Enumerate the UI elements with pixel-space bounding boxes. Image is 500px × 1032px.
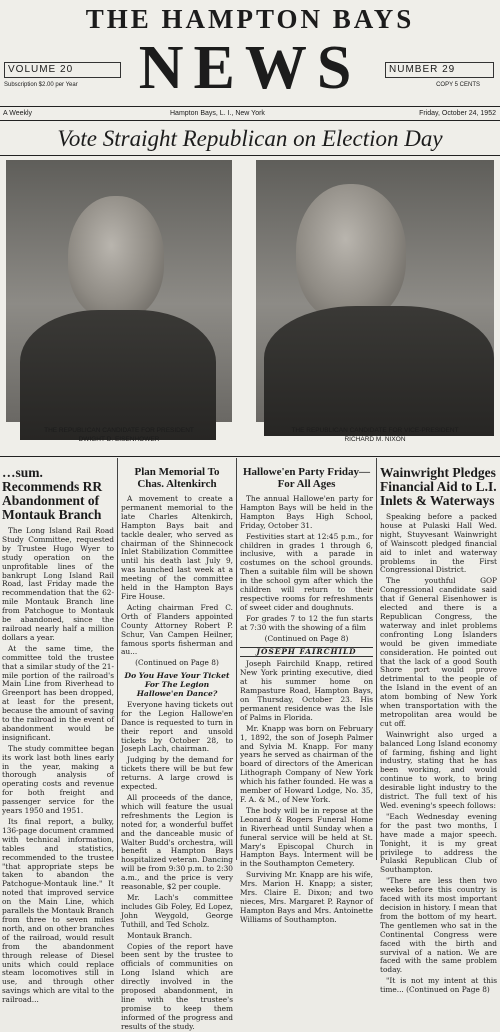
caption-eisenhower: THE REPUBLICAN CANDIDATE FOR PRESIDENT DWIGHT D. EISENHOWER xyxy=(44,427,194,443)
volume-box: VOLUME 20 xyxy=(4,62,121,78)
news-logo: NEWS xyxy=(138,34,362,102)
article-title: …sum. Recommends RR Abandonment of Montauk Branch xyxy=(2,465,103,522)
caption-nixon: THE REPUBLICAN CANDIDATE FOR VICE-PRESIDENT RICHARD M. NIXON xyxy=(291,427,459,443)
headline-rule xyxy=(0,155,500,156)
dateline-left: A Weekly xyxy=(3,110,33,117)
subscription-price: Subscription $2.00 per Year xyxy=(4,82,78,88)
article-montauk-branch: …sum. Recommends RR Abandonment of Montauk Branch The Long Island Rail Road Study Committee, requested by Trustee Hugo Wyer to study operation on the unprofitable lines of the bankrupt Long Island Rail Road, last Friday made the recommendation that the 62-mile Montauk Branch line from Patchogue to Montauk be abandoned, since the railroad nearly half a million dollars a year. At the same time, the committee told the trustee that a similar study of the 21-mile portion of the railroad's Main Line from Riverhead to Greenport has been dropped, at least for the present, because the amount of saving to the railroad in the event of abandonment would be insignificant. The study committee began its work last both lines early in the year, making a thorough analysis of operating costs and revenue for both freight and passenger service for the years 1950 and 1951. Its final report, a bulky, 136-page document crammed with technical information, tables and statistics, recommended to the trustee "that appropriate steps be taken to abandon the Patchogue-Montauk line." It noted that improved service on the Main Line, which parallels the Montauk Branch from three to seven miles north, and on other branches of the railroad, would result from the abandonment through release of Diesel units which could replace steam locomotives still in use, and through other savings which are vital to the railroad... xyxy=(2,465,114,1005)
main-headline: Vote Straight Republican on Election Day xyxy=(57,126,443,151)
columns-top-rule xyxy=(0,456,500,457)
article-halloween-party: Hallowe'en Party Friday—For All Ages The annual Hallowe'en party for Hampton Bays will be held in the Hampton Bays High School, Friday, October 31. Festivities start at 12:45 p.m., for children in grades 1 through 6, inclusive, with a parade in costumes on the school grounds. Then a suitable film will be shown in the school gym after which the children will return to their respective rooms for refreshments of sweet cider and doughnuts. For grades 7 to 12 the fun starts at 7:30 with the showing of a film (Continued on Page 8) JOSEPH FAIRCHILD Joseph Fairchild Knapp, retired New York printing executive, died at his summer home on Rampasture Road, Hampton Bays, on Thursday, October 23. His permanent residence was the Isle of Palms in Florida. Mr. Knapp was born on February 1, 1892, the son of Joseph Palmer and Sylvia M. Knapp. For many years he served as chairman of the board of directors of the American Lithograph Company of New York which his father founded. He was a member of Howard Lodge, No. 35, F. A. & M., of New York. The body will be in repose at the Leonard & Rogers Funeral Home in Riverhead until Sunday when a funeral service will be held at St. Mary's Episcopal Church in Hampton Bays. Interment will be in the Southampton Cemetery. Surviving Mr. Knapp are his wife, Mrs. Marion H. Knapp; a sister, Mrs. Claire E. Dixon; and two nieces, Mrs. Margaret P. Raynor of Hampton Bays and Mrs. Antoinette Williams of Southampton. xyxy=(240,466,373,924)
article-title: Wainwright Pledges Financial Aid to L.I. Inlets & Waterways xyxy=(380,465,497,508)
column-divider xyxy=(236,458,237,860)
article-altenkirch-memorial: Plan Memorial To Chas. Altenkirch A movement to create a permanent memorial to the late Charles Altenkirch, Hampton Bays bait and tackle dealer, who served as chairman of the Shinnecock Inlet Stabilization Committee until his death last July 9, was launched last week at a meeting of the committee held in the Hampton Bays Fire House. Acting chairman Fred C. Orth of Flanders appointed County Attorney Robert P. Schur, Van Campen Heilner, famous sports fisherman and au... (Continued on Page 8) Do You Have Your Ticket For The Legion Hallowe'en Dance? Everyone having tickets out for the Legion Hallowe'en Dance is requested to turn in their report and unsold tickets by October 28, to Joseph Lach, chairman. Judging by the demand for tickets there will be but few returns. A large crowd is expected. All proceeds of the dance, which will feature the usual refreshments the Legion is noted for, a wonderful buffet and the danceable music of Walter Budd's orchestra, will benefit a Hampton Bays hospitalized veteran. Dancing will be from 9:30 p.m. to 2:30 a.m., and the price is very reasonable, $2 per couple. Mr. Lach's committee includes Gib Foley, Ed Lopez, John Weygold, George Tuthill, and Ted Scholz. Montauk Branch. Copies of the report have been sent by the trustee to officials of communities on Long Island which are directly involved in the proposed abandonment, in line with the trustee's promise to keep them informed of the progress and results of the study. xyxy=(121,466,233,1031)
obituary-heading: JOSEPH FAIRCHILD xyxy=(240,647,373,658)
photo-eisenhower xyxy=(6,160,232,422)
copy-price: COPY 5 CENTS xyxy=(436,82,480,88)
column-divider xyxy=(117,458,118,860)
paper-name: THE HAMPTON BAYS xyxy=(85,4,415,34)
dateline-right: Friday, October 24, 1952 xyxy=(419,110,496,117)
photo-nixon xyxy=(256,160,494,422)
article-subtitle: Do You Have Your Ticket For The Legion Hallowe'en Dance? xyxy=(124,671,230,699)
dateline-center: Hampton Bays, L. I., New York xyxy=(170,110,265,117)
dateline-bar xyxy=(0,106,500,121)
issue-number-box: NUMBER 29 xyxy=(385,62,494,78)
article-title: Hallowe'en Party Friday—For All Ages xyxy=(242,466,371,490)
article-title: Plan Memorial To Chas. Altenkirch xyxy=(134,466,220,490)
article-wainwright: Wainwright Pledges Financial Aid to L.I. Inlets & Waterways Speaking before a packed house at Pulaski Hall Wed. night, Stuyvesant Wainwright of Wainscott pledged financial aid to inlet and waterway problems in the First Congressional District. The youthful GOP Congressional candidate said that if General Eisenhower is elected and there is a Republican Congress, the waterway and inlet problems confronting Long Islanders would be given immediate consideration. He pointed out that the lack of a good South Shore port would prove detrimental to the people of the Island in the event of an atom bombing of New York when transportation with the metropolitan area would be cut off. Wainwright also urged a balanced Long Island economy of farming, fishing and light industry, stating that he has been working, and would continue to work, to bring desirable light industry to the district. The full text of his Wed. evening's speech follows: "Each Wednesday evening for the past two months, I have made a major speech. Tonight, it is my great privilege to address the Pulaski Republican Club of Southampton. "There are less then two weeks before this country is faced with its most important decision in history. I mean that from the bottom of my heart. The gentlemen who sat in the Continental Congress were faced with the birth and survival of a nation. We are faced with the same problem today. "It is not my intent at this time... (Continued on Page 8) xyxy=(380,465,497,995)
column-divider xyxy=(376,458,377,860)
